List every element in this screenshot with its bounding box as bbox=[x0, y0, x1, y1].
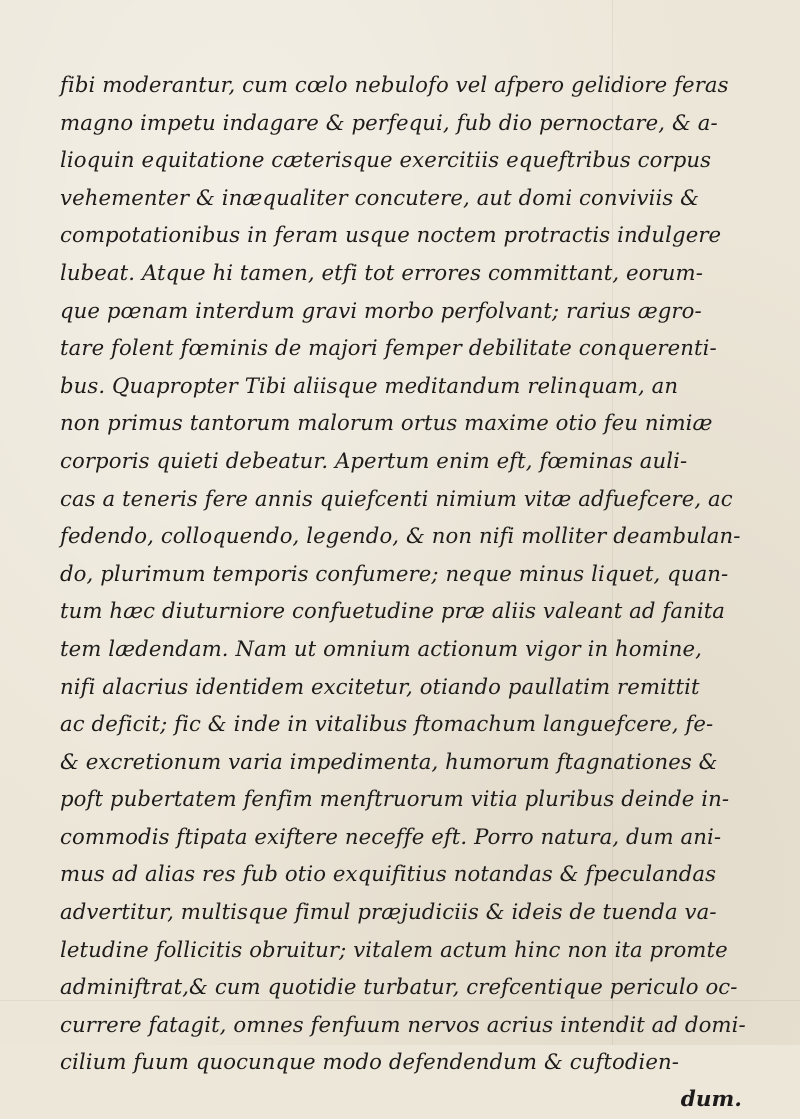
text-line: corporis quieti debeatur. Apertum enim eft, fœminas auli- bbox=[60, 447, 688, 473]
text-line: que pœnam interdum gravi morbo perfolvant; rarius ægro- bbox=[60, 297, 702, 323]
text-line: advertitur, multisque fimul præjudiciis & ideis de tuenda va- bbox=[60, 899, 717, 925]
text-line: mus ad alias res fub otio exquifitius notandas & fpeculandas bbox=[60, 861, 717, 887]
text-line: compotationibus in feram usque noctem protractis indulgere bbox=[60, 222, 722, 248]
text-line: tum hæc diuturniore confuetudine præ aliis valeant ad fanita bbox=[60, 598, 726, 624]
text-line: & excretionum varia impedimenta, humorum ftagnationes & bbox=[60, 748, 718, 774]
text-line: magno impetu indagare & perfequi, fub dio pernoctare, & a- bbox=[60, 109, 718, 135]
text-line: cilium fuum quocunque modo defendendum & cuftodien- bbox=[60, 1049, 680, 1075]
text-line: tare folent fœminis de majori femper debilitate conquerenti- bbox=[60, 335, 717, 361]
text-line: bus. Quapropter Tibi aliisque meditandum relinquam, an bbox=[60, 372, 679, 398]
text-line: fedendo, colloquendo, legendo, & non nifi molliter deambulan- bbox=[60, 523, 741, 549]
text-line: letudine follicitis obruitur; vitalem actum hinc non ita promte bbox=[60, 936, 728, 962]
text-line: lioquin equitatione cæterisque exercitiis equeftribus corpus bbox=[60, 147, 712, 173]
text-line: currere fatagit, omnes fenfuum nervos acrius intendit ad domi- bbox=[60, 1011, 746, 1037]
text-line: poft pubertatem fenfim menftruorum vitia pluribus deinde in- bbox=[60, 786, 730, 812]
text-line: vehementer & inæqualiter concutere, aut domi conviviis & bbox=[60, 184, 700, 210]
text-line: lubeat. Atque hi tamen, etfi tot errores committant, eorum- bbox=[60, 259, 703, 285]
text-line: ac deficit; fic & inde in vitalibus ftomachum languefcere, fe- bbox=[60, 711, 714, 737]
text-line: fibi moderantur, cum cœlo nebulofo vel afpero gelidiore feras bbox=[60, 72, 729, 97]
body-text bbox=[60, 66, 770, 1119]
catchword: dum. bbox=[680, 1087, 742, 1113]
text-line: nifi alacrius identidem excitetur, otiando paullatim remittit bbox=[60, 673, 700, 699]
text-line: non primus tantorum malorum ortus maxime otio feu nimiæ bbox=[60, 410, 713, 436]
text-line: commodis ftipata exiftere neceffe eft. Porro natura, dum ani- bbox=[60, 823, 722, 849]
text-line: do, plurimum temporis confumere; neque minus liquet, quan- bbox=[60, 560, 729, 586]
text-line: cas a teneris fere annis quiefcenti nimium vitæ adfuefcere, ac bbox=[60, 485, 733, 511]
text-line: adminiftrat,& cum quotidie turbatur, crefcentique periculo oc- bbox=[60, 974, 738, 1000]
text-line: tem lædendam. Nam ut omnium actionum vigor in homine, bbox=[60, 635, 702, 661]
